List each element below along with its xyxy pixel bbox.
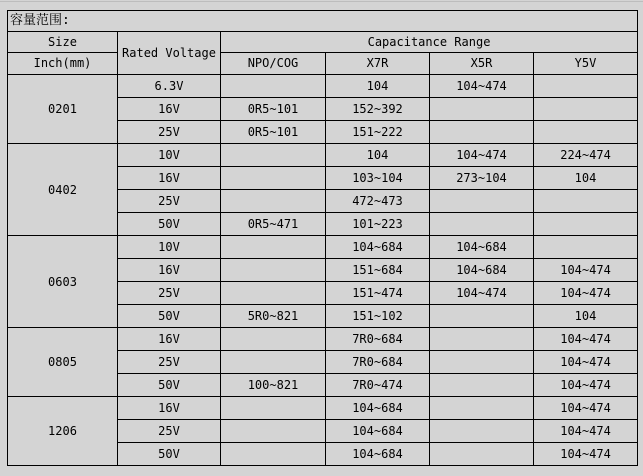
voltage-cell: 16V [118,98,221,121]
size-cell: 0603 [8,236,118,328]
header-inch-mm: Inch(mm) [8,53,118,75]
capacitance-range-table [7,10,638,466]
voltage-cell: 16V [118,397,221,420]
y5v-cell: 104~474 [534,259,638,282]
y5v-cell: 104~474 [534,420,638,443]
x7r-cell: 152~392 [326,98,430,121]
voltage-cell: 25V [118,420,221,443]
x7r-cell: 101~223 [326,213,430,236]
x7r-cell: 7R0~684 [326,351,430,374]
datasheet-area [7,10,638,466]
x5r-cell: 104~474 [430,144,534,167]
voltage-cell: 50V [118,213,221,236]
x5r-cell [430,374,534,397]
x7r-cell: 103~104 [326,167,430,190]
voltage-cell: 10V [118,236,221,259]
x5r-cell [430,213,534,236]
y5v-cell: 104~474 [534,351,638,374]
voltage-cell: 10V [118,144,221,167]
x7r-cell: 7R0~684 [326,328,430,351]
y5v-cell: 104 [534,305,638,328]
table-row [8,236,638,259]
npo-cog-cell [221,282,326,305]
x7r-cell: 151~102 [326,305,430,328]
npo-cog-cell [221,236,326,259]
x7r-cell: 151~474 [326,282,430,305]
size-cell: 0402 [8,144,118,236]
header-x7r: X7R [326,53,430,75]
voltage-cell: 25V [118,190,221,213]
y5v-cell [534,190,638,213]
x7r-cell: 7R0~474 [326,374,430,397]
header-y5v: Y5V [534,53,638,75]
x5r-cell [430,397,534,420]
npo-cog-cell [221,397,326,420]
size-cell: 0805 [8,328,118,397]
y5v-cell: 104 [534,167,638,190]
x7r-cell: 104 [326,75,430,98]
x5r-cell [430,328,534,351]
npo-cog-cell: 100~821 [221,374,326,397]
x5r-cell [430,420,534,443]
npo-cog-cell [221,167,326,190]
x5r-cell: 273~104 [430,167,534,190]
npo-cog-cell [221,443,326,466]
table-row [8,75,638,98]
voltage-cell: 25V [118,282,221,305]
header-row-1 [8,32,638,53]
header-npo-cog: NPO/COG [221,53,326,75]
x5r-cell: 104~684 [430,236,534,259]
npo-cog-cell: 5R0~821 [221,305,326,328]
voltage-cell: 16V [118,259,221,282]
y5v-cell: 104~474 [534,397,638,420]
size-cell: 1206 [8,397,118,466]
x5r-cell [430,443,534,466]
npo-cog-cell [221,75,326,98]
x7r-cell: 151~684 [326,259,430,282]
x5r-cell [430,351,534,374]
voltage-cell: 16V [118,167,221,190]
header-row-2 [8,53,638,75]
table-row [8,397,638,420]
table-title: 容量范围: [8,11,638,32]
npo-cog-cell [221,420,326,443]
table-row [8,144,638,167]
voltage-cell: 6.3V [118,75,221,98]
npo-cog-cell [221,328,326,351]
table-body [8,75,638,466]
y5v-cell: 104~474 [534,328,638,351]
x7r-cell: 104~684 [326,236,430,259]
y5v-cell: 104~474 [534,282,638,305]
x5r-cell: 104~684 [430,259,534,282]
header-size: Size [8,32,118,53]
x7r-cell: 151~222 [326,121,430,144]
voltage-cell: 50V [118,374,221,397]
voltage-cell: 50V [118,305,221,328]
y5v-cell [534,75,638,98]
x5r-cell [430,98,534,121]
y5v-cell: 104~474 [534,443,638,466]
x5r-cell: 104~474 [430,75,534,98]
header-x5r: X5R [430,53,534,75]
table-title-row [8,11,638,32]
x5r-cell [430,121,534,144]
x5r-cell [430,305,534,328]
voltage-cell: 16V [118,328,221,351]
size-cell: 0201 [8,75,118,144]
voltage-cell: 25V [118,351,221,374]
y5v-cell: 224~474 [534,144,638,167]
y5v-cell [534,236,638,259]
y5v-cell [534,121,638,144]
top-edge-line [0,1,643,2]
table-row [8,328,638,351]
x7r-cell: 104~684 [326,443,430,466]
y5v-cell [534,98,638,121]
y5v-cell: 104~474 [534,374,638,397]
x7r-cell: 104 [326,144,430,167]
npo-cog-cell [221,259,326,282]
voltage-cell: 25V [118,121,221,144]
npo-cog-cell [221,351,326,374]
x7r-cell: 104~684 [326,397,430,420]
x7r-cell: 104~684 [326,420,430,443]
y5v-cell [534,213,638,236]
npo-cog-cell: 0R5~101 [221,98,326,121]
npo-cog-cell [221,144,326,167]
npo-cog-cell: 0R5~471 [221,213,326,236]
header-rated-voltage: Rated Voltage [118,32,221,75]
x7r-cell: 472~473 [326,190,430,213]
npo-cog-cell: 0R5~101 [221,121,326,144]
voltage-cell: 50V [118,443,221,466]
x5r-cell: 104~474 [430,282,534,305]
x5r-cell [430,190,534,213]
header-capacitance-range: Capacitance Range [221,32,638,53]
npo-cog-cell [221,190,326,213]
